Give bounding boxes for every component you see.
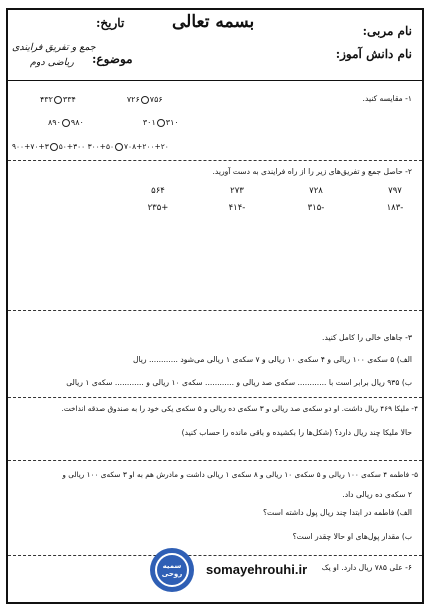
section-divider <box>8 460 422 461</box>
question-5-line-1: ۵- فاطمه ۴ سکه‌ی ۱۰۰ ریالی و ۵ سکه‌ی ۱۰ ریالی و ۸ سکه‌ی ۱ ریالی داشت و مادرش هم به او ۳ سکه‌ی ۱۰۰ ریالی و <box>62 470 418 479</box>
question-5b: ب) مقدار پول‌های او حالا چقدر است؟ <box>292 532 412 541</box>
question-4-text: ۴- ملیکا ۴۶۹ ریال داشت. او دو سکه‌ی صد ریالی و ۳ سکه‌ی ده ریالی و ۵ سکه‌ی یکی خود را به صندوق صدقه انداخت. <box>61 404 418 413</box>
compare-row-2 <box>48 118 179 127</box>
section-divider <box>8 310 422 311</box>
subject-label: موضوع: <box>92 52 133 66</box>
section-divider <box>8 160 422 161</box>
subject-grade: ریاضی دوم <box>30 57 74 68</box>
compare-value: ۷۲۶ <box>126 95 140 104</box>
subject-value: جمع و تفریق فرایندی <box>12 42 96 53</box>
compare-value: ۳۱۰ <box>165 118 179 127</box>
question-3a: الف) ۵ سکه‌ی ۱۰۰ ریالی و ۴ سکه‌ی ۱۰ ریالی و ۷ سکه‌ی ۱ ریالی می‌شود ............ ریال <box>132 355 412 364</box>
header-divider <box>6 80 424 81</box>
compare-circle[interactable] <box>54 96 62 104</box>
compare-row-3 <box>12 142 169 151</box>
compare-value: ۹۸۰ <box>70 118 84 127</box>
problem-bottom: ۱۸۳- <box>386 203 404 213</box>
site-logo <box>150 548 194 592</box>
compare-value: ۷۵۶ <box>149 95 163 104</box>
logo-text: سمیه روحی <box>155 553 189 587</box>
compare-value: ۹۰۰+۷۰+۳ <box>12 142 49 151</box>
site-url: somayehrouhi.ir <box>206 562 308 577</box>
compare-value: ۷۰۸+۲۰۰+۲۰ <box>124 142 169 151</box>
problem-bottom: ۲۳۵+ <box>147 203 169 213</box>
date-label: تاریخ: <box>96 16 125 30</box>
compare-value: ۳۰۰+۵۰ <box>87 142 115 151</box>
compare-circle[interactable] <box>157 119 165 127</box>
compare-value: ۳۰۱ <box>142 118 156 127</box>
compare-value: ۴۳۲ <box>40 95 53 104</box>
question-5-line-2: ۲ سکه‌ی ده ریالی داد. <box>342 490 412 499</box>
section-divider <box>8 555 422 556</box>
compare-row-1 <box>40 95 163 104</box>
compare-circle[interactable] <box>50 143 58 151</box>
compare-circle[interactable] <box>62 119 70 127</box>
problem-top: ۲۷۳ <box>230 186 244 196</box>
question-1-text: ۱- مقایسه کنید. <box>362 94 412 103</box>
question-2-text: ۲- حاصل جمع و تفریق‌های زیر را از راه فرایندی به دست آورید. <box>212 167 412 176</box>
question-4-ask: حالا ملیکا چند ریال دارد؟ (شکل‌ها را بکشیده و باقی مانده را حساب کنید) <box>181 428 412 437</box>
page-title: بسمه تعالی <box>172 12 255 32</box>
compare-circle[interactable] <box>141 96 149 104</box>
question-5a: الف) فاطمه در ابتدا چند ریال پول داشته است؟ <box>263 508 412 517</box>
compare-value: ۸۹۰ <box>48 118 61 127</box>
student-name-label: نام دانش آموز: <box>335 47 412 61</box>
section-divider <box>8 397 422 398</box>
compare-circle[interactable] <box>115 143 123 151</box>
teacher-name-label: نام مربی: <box>362 24 412 38</box>
problem-top: ۷۲۸ <box>309 186 323 196</box>
problem-top: ۷۹۷ <box>388 186 402 196</box>
problem-bottom: ۳۱۵- <box>307 203 325 213</box>
compare-value: ۵۰+۳۰۰ <box>58 142 86 151</box>
problem-bottom: ۴۱۴- <box>228 203 246 213</box>
problem-top: ۵۶۴ <box>151 186 165 196</box>
compare-value: ۳۳۴ <box>62 95 76 104</box>
question-6-text: ۶- علی ۷۸۵ ریال دارد. او یک <box>321 563 412 572</box>
question-3b: ب) ۹۳۵ ریال برابر است با ............ سکه‌ی صد ریالی و ............ سکه‌ی ۱۰ ریالی و ............ سکه‌ی ۱ ریالی <box>66 378 412 387</box>
question-3-text: ۳- جاهای خالی را کامل کنید. <box>322 333 412 342</box>
